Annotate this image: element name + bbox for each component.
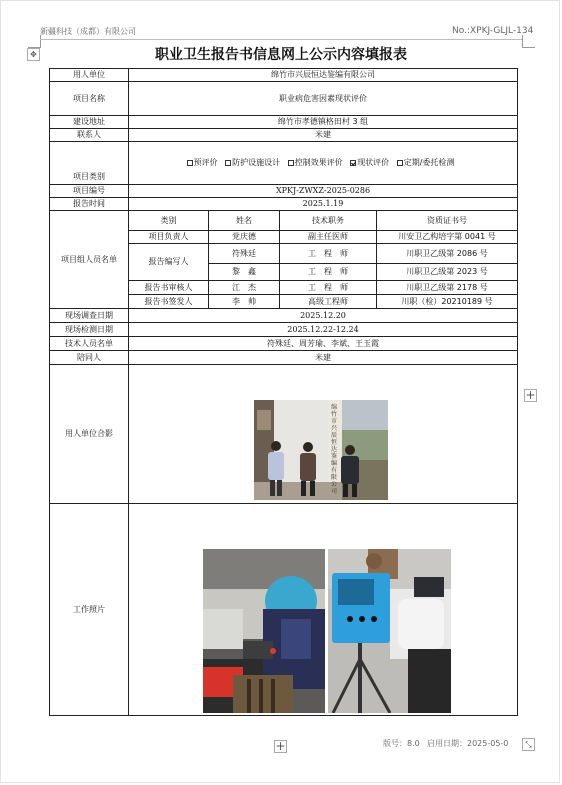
- category-option-pre[interactable]: 预评价: [187, 158, 218, 167]
- work-photo-right-image: [328, 549, 451, 713]
- page-title: 职业卫生报告书信息网上公示内容填报表: [155, 47, 407, 63]
- project-no-value: XPKJ-ZWXZ-2025-0286: [129, 185, 518, 198]
- company-signboard: 绵竹市兴辰恒达鉴编有限公司: [331, 404, 338, 495]
- writers-category: 报告编写人: [129, 244, 209, 281]
- group-photo: [254, 400, 388, 500]
- work-photo-left: [203, 549, 325, 713]
- escort-label: 陪同人: [50, 351, 129, 365]
- checkbox-design[interactable]: [225, 160, 231, 166]
- employer-label: 用人单位: [50, 69, 129, 82]
- row-project-name: [50, 82, 518, 116]
- writer-2-cert: 川职卫乙级第 2023 号: [377, 264, 518, 281]
- row-team-header: [50, 211, 518, 231]
- issuer-category: 报告书签发人: [129, 295, 209, 309]
- header-doc-number: No.:XPKJ-GLJL-134: [452, 26, 534, 36]
- work-photo-left-image: [203, 549, 325, 713]
- group-photo-image: [254, 400, 388, 500]
- reviewer-name: 江 杰: [209, 281, 280, 295]
- header-company: 新疆科技（成都）有限公司: [40, 27, 136, 36]
- test-date-value: 2025.12.22-12.24: [129, 323, 518, 337]
- writer-2-name: 黎 鑫: [209, 264, 280, 281]
- survey-date-value: 2025.12.20: [129, 309, 518, 323]
- table-move-handle-icon[interactable]: ✥: [27, 48, 40, 61]
- writer-2-title: 工 程 师: [280, 264, 377, 281]
- row-test-date: [50, 323, 518, 337]
- project-no-label: 项目编号: [50, 185, 129, 198]
- issuer-cert: 川职（检）20210189 号: [377, 295, 518, 309]
- tech-staff-label: 技术人员名单: [50, 337, 129, 351]
- test-date-label: 现场检测日期: [50, 323, 129, 337]
- work-photo-right: [328, 549, 451, 713]
- row-project-no: [50, 185, 518, 198]
- tech-staff-value: 符殊廷、周芳瑜、李斌、王玉霞: [129, 337, 518, 351]
- category-option-design[interactable]: 防护设施设计: [225, 158, 280, 167]
- group-photo-label: 用人单位合影: [50, 365, 129, 504]
- issuer-title: 高级工程师: [280, 295, 377, 309]
- category-option-periodic[interactable]: 定期/委托检测: [397, 158, 455, 167]
- footer-version: 版号：8.0: [383, 739, 420, 748]
- team-header-category: 类别: [129, 211, 209, 231]
- category-option-control[interactable]: 控制效果评价: [288, 158, 343, 167]
- row-employer: [50, 69, 518, 82]
- team-header-cert: 资质证书号: [377, 211, 518, 231]
- contact-label: 联系人: [50, 129, 129, 142]
- lead-name: 党庆德: [209, 231, 280, 244]
- lead-cert: 川安卫乙构培字第 0041 号: [377, 231, 518, 244]
- employer-value: 绵竹市兴辰恒达鉴编有限公司: [129, 69, 518, 82]
- checkbox-pre[interactable]: [187, 160, 193, 166]
- project-name-label: 项目名称: [50, 82, 129, 116]
- work-photo-label: 工作照片: [50, 504, 129, 716]
- table-resize-handle-icon[interactable]: ⤡: [522, 738, 535, 751]
- row-survey-date: [50, 309, 518, 323]
- team-label: 项目组人员名单: [50, 211, 129, 309]
- escort-value: 米建: [129, 351, 518, 365]
- reviewer-cert: 川职卫乙级第 2178 号: [377, 281, 518, 295]
- contact-value: 米建: [129, 129, 518, 142]
- row-address: [50, 116, 518, 129]
- checkbox-control[interactable]: [288, 160, 294, 166]
- address-label: 建设地址: [50, 116, 129, 129]
- writer-1-title: 工 程 师: [280, 244, 377, 264]
- checkbox-periodic[interactable]: [397, 160, 403, 166]
- category-options: [129, 142, 518, 185]
- checkbox-status-checked[interactable]: [350, 160, 356, 166]
- category-label: 项目类别: [50, 142, 129, 185]
- lead-title: 副主任医师: [280, 231, 377, 244]
- writer-1-cert: 川职卫乙级第 2086 号: [377, 244, 518, 264]
- add-column-button[interactable]: +: [525, 388, 536, 402]
- issuer-name: 李 帅: [209, 295, 280, 309]
- survey-date-label: 现场调查日期: [50, 309, 129, 323]
- reviewer-title: 工 程 师: [280, 281, 377, 295]
- report-time-label: 报告时间: [50, 198, 129, 211]
- row-tech-staff: [50, 337, 518, 351]
- report-time-value: 2025.1.19: [129, 198, 518, 211]
- project-name-value: 职业病危害因素现状评价: [129, 82, 518, 116]
- team-header-title: 技术职务: [280, 211, 377, 231]
- footer-effective-date: 启用日期：2025-05-0: [427, 739, 509, 748]
- lead-category: 项目负责人: [129, 231, 209, 244]
- category-option-status[interactable]: 现状评价: [350, 158, 389, 167]
- writer-1-name: 符殊廷: [209, 244, 280, 264]
- header-rule: [40, 39, 522, 40]
- row-category: [50, 142, 518, 185]
- row-contact: [50, 129, 518, 142]
- row-escort: [50, 351, 518, 365]
- reviewer-category: 报告书审核人: [129, 281, 209, 295]
- address-value: 绵竹市孝德镇格田村 3 组: [129, 116, 518, 129]
- row-report-time: [50, 198, 518, 211]
- team-header-name: 姓名: [209, 211, 280, 231]
- add-row-button[interactable]: +: [275, 739, 286, 753]
